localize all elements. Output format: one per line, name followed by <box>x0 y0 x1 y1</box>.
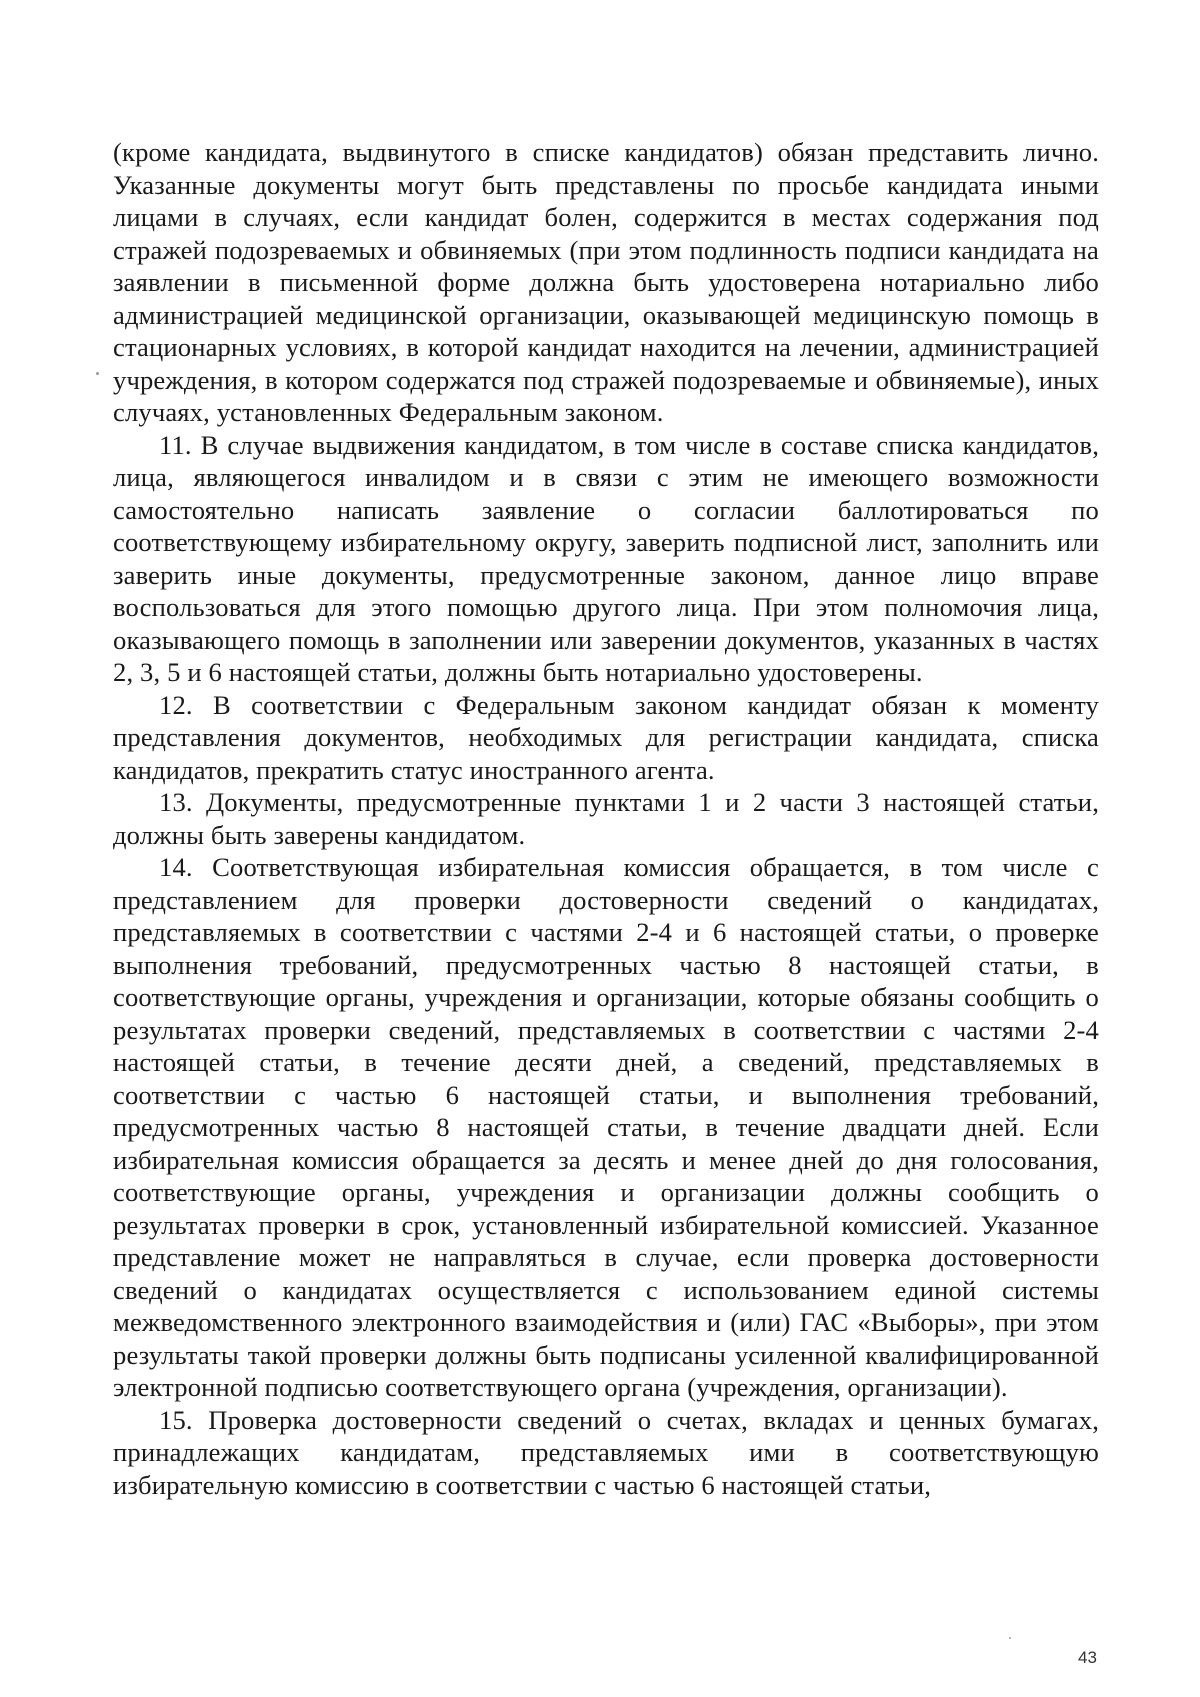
paragraph-13: 13. Документы, предусмотренные пунктами 1 и 2 части 3 настоящей статьи, должны быть заверены кандидатом. <box>113 787 1099 850</box>
paragraph-14: 14. Соответствующая избирательная комиссия обращается, в том числе с представлением для проверки достоверности сведений о кандидатах, представляемых в соответствии с частями 2-4 и 6 настоящей статьи, о проверке выполнения требований, предусмотренных частью 8 настоящей статьи, в соответствующие органы, учреждения и организации, которые обязаны сообщить о результатах проверки сведений, представляемых в соответствии с частями 2-4 настоящей статьи, в течение десяти дней, а сведений, представляемых в соответствии с частью 6 настоящей статьи, и выполнения требований, предусмотренных частью 8 настоящей статьи, в течение двадцати дней. Если избирательная комиссия обращается за десять и менее дней до дня голосования, соответствующие органы, учреждения и организации должны сообщить о результатах проверки в срок, установленный избирательной комиссией. Указанное представление может не направляться в случае, если проверка достоверности сведений о кандидатах осуществляется с использованием единой системы межведомственного электронного взаимодействия и (или) ГАС «Выборы», при этом результаты такой проверки должны быть подписаны усиленной квалифицированной электронной подписью соответствующего органа (учреждения, организации). <box>113 852 1099 1402</box>
page-number: 43 <box>1078 1648 1097 1667</box>
scan-speck <box>1009 1637 1011 1639</box>
paragraph-12: 12. В соответствии с Федеральным законом кандидат обязан к моменту представления документов, необходимых для регистрации кандидата, списка кандидатов, прекратить статус иностранного агента. <box>113 689 1099 785</box>
document-body <box>113 136 1099 1501</box>
paragraph-11: 11. В случае выдвижения кандидатом, в том числе в составе списка кандидатов, лица, являющегося инвалидом и в связи с этим не имеющего возможности самостоятельно написать заявление о согласии баллотироваться по соответствующему избирательному округу, заверить подписной лист, заполнить или заверить иные документы, предусмотренные законом, данное лицо вправе воспользоваться для этого помощью другого лица. При этом полномочия лица, оказывающего помощь в заполнении или заверении документов, указанных в частях 2, 3, 5 и 6 настоящей статьи, должны быть нотариально удостоверены. <box>113 429 1099 687</box>
paragraph-continued: (кроме кандидата, выдвинутого в списке кандидатов) обязан представить лично. Указанные документы могут быть представлены по просьбе кандидата иными лицами в случаях, если кандидат болен, содержится в местах содержания под стражей подозреваемых и обвиняемых (при этом подлинность подписи кандидата на заявлении в письменной форме должна быть удостоверена нотариально либо администрацией медицинской организации, оказывающей медицинскую помощь в стационарных условиях, в которой кандидат находится на лечении, администрацией учреждения, в котором содержатся под стражей подозреваемые и обвиняемые), иных случаях, установленных Федеральным законом. <box>113 137 1099 427</box>
paragraph-15: 15. Проверка достоверности сведений о счетах, вкладах и ценных бумагах, принадлежащих кандидатам, представляемых ими в соответствующую избирательную комиссию в соответствии с частью 6 настоящей статьи, <box>113 1404 1099 1500</box>
scan-speck <box>96 372 99 375</box>
